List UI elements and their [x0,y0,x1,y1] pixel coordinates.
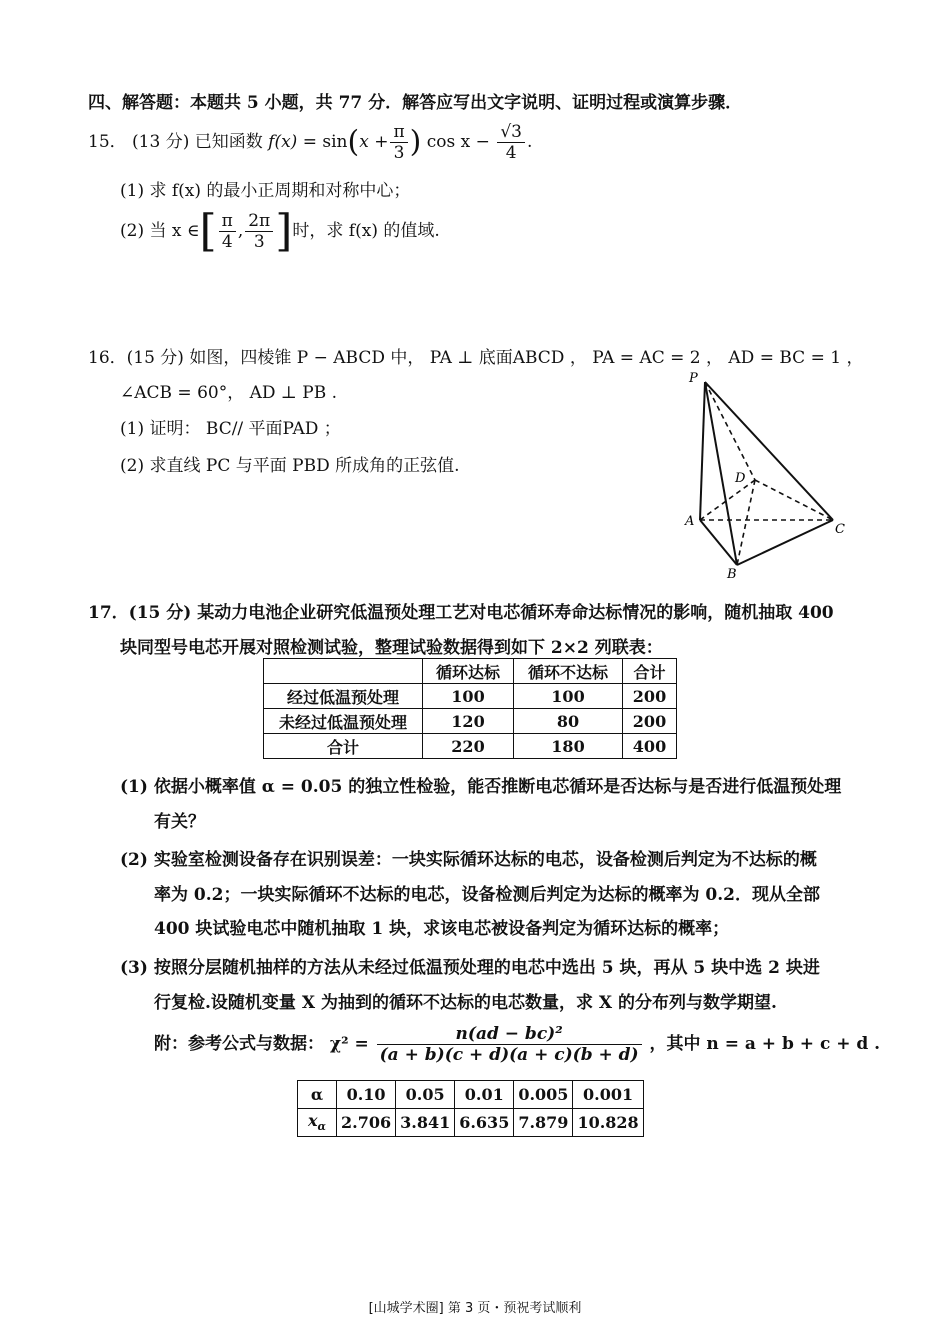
table-row [264,684,677,709]
edge-AB [700,520,737,565]
vertex-C-label: C [835,522,845,537]
q15-end: . [526,132,533,152]
edge-DB [737,480,755,565]
q15-stem-prefix: 已知函数 [194,132,263,152]
x-label-cell: $x_\alpha$ [298,1109,337,1137]
alpha-label-cell: α [298,1081,337,1109]
table-cell: 0.10 [337,1081,396,1109]
q15-function-name: f(x) [268,132,298,152]
vertex-B-label: B [727,567,737,582]
table-header-cell: 合计 [623,659,677,684]
vertex-A-label: A [685,514,695,529]
table-row [298,1109,644,1137]
vertex-P-label: P [689,371,698,386]
ref-prefix: 附：参考公式与数据： χ² = [154,1034,369,1054]
table-cell: 经过低温预处理 [264,684,423,709]
table-cell: 3.841 [396,1109,455,1137]
table-cell: 100 [514,684,623,709]
edge-PD [705,382,755,480]
table-cell: 80 [514,709,623,734]
table-cell: 合计 [264,734,423,759]
q16-line2: ∠ACB = 60°， AD ⊥ PB . [120,383,338,403]
q15-pi-over-3: $\frac{\pi}{3}$ [390,122,407,163]
pyramid-figure [675,370,855,585]
q17-line1: 17．(15 分) 某动力电池企业研究低温预处理工艺对电芯循环寿命达标情况的影响，随机抽取 400 [88,603,834,623]
table-cell: 400 [623,734,677,759]
table-cell: 200 [623,684,677,709]
page-footer: [山城学术圈] 第 3 页・预祝考试顺利 [368,1301,582,1316]
table-cell: 180 [514,734,623,759]
q15-sqrt3-over-4: $\frac{√3}{4}$ [497,122,525,163]
edge-PA [700,382,705,520]
table-cell: 200 [623,709,677,734]
section-title: 四、解答题：本题共 5 小题，共 77 分．解答应写出文字说明、证明过程或演算步骤． [88,93,743,113]
q15-cos-minus: cos x − [426,132,490,152]
table-cell: 未经过低温预处理 [264,709,423,734]
table-header-cell [264,659,423,684]
edge-PC [705,382,833,520]
q15-interval-left: $\frac{\pi}{4}$ [219,211,236,252]
q16-part1: (1) 证明： BC// 平面PAD ； [120,419,341,439]
table-header-cell: 循环不达标 [514,659,623,684]
table-cell: 7.879 [514,1109,573,1137]
table-row [298,1081,644,1109]
q15-part2-suffix: 时，求 f(x) 的值域. [292,221,440,241]
q17-part1-line1: (1) 依据小概率值 α = 0.05 的独立性检验，能否推断电芯循环是否达标与是否进行低温预处理 [120,777,842,797]
table-header-cell: 循环达标 [423,659,514,684]
table-cell: 0.005 [514,1081,573,1109]
chi-square-denominator: (a + b)(c + d)(a + c)(b + d) [379,1045,639,1065]
q15-score: (13 分) [132,132,190,152]
q15-number: 15． [88,132,127,152]
q17-part2-line1: (2) 实验室检测设备存在识别误差：一块实际循环达标的电芯，设备检测后判定为不达标的概 [120,850,817,870]
table-cell: 220 [423,734,514,759]
q17-reference-formula [154,1020,880,1068]
vertex-D-label: D [735,471,746,486]
q17-part1-line2: 有关？ [154,812,205,832]
q17-part2-line3: 400 块试验电芯中随机抽取 1 块，求该电芯被设备判定为循环达标的概率； [154,919,730,939]
table-cell: 120 [423,709,514,734]
table-row [264,734,677,759]
q17-part3-line1: (3) 按照分层随机抽样的方法从未经过低温预处理的电芯中选出 5 块，再从 5 块中选 2 块进 [120,958,820,978]
edge-PB [705,382,737,565]
table-cell: 10.828 [573,1109,643,1137]
table-cell: 2.706 [337,1109,396,1137]
table-cell: 0.001 [573,1081,643,1109]
critical-value-table [297,1080,644,1137]
q15-part2: (2) 当 x ∈[ $\frac{\pi}{4}$ , $\frac{2\pi}{3}$ ]时，求 f(x) 的值域. [120,205,440,257]
q15-x-plus: x + [359,132,389,152]
edge-BC [737,520,833,565]
table-row [264,709,677,734]
q15-stem: 15． (13 分) 已知函数 f(x) = sin(x + $\frac{\pi}{3}$ ) cos x − $\frac{√3}{4}$ . [88,122,533,163]
table-cell: 0.05 [396,1081,455,1109]
table-header-row [264,659,677,684]
table-cell: 6.635 [455,1109,514,1137]
table-cell: 100 [423,684,514,709]
q15-interval-right: $\frac{2\pi}{3}$ [245,211,273,252]
ref-suffix: ，其中 n = a + b + c + d . [649,1034,881,1054]
table-cell: 0.01 [455,1081,514,1109]
edge-DC [755,480,833,520]
q15-sin: = sin [302,132,348,152]
q15-part1: (1) 求 f(x) 的最小正周期和对称中心； [120,181,411,201]
q17-line2: 块同型号电芯开展对照检测试验，整理试验数据得到如下 2×2 列联表： [120,638,663,658]
q16-part2: (2) 求直线 PC 与平面 PBD 所成角的正弦值. [120,456,460,476]
chi-square-numerator: n(ad − bc)² [377,1024,642,1045]
chi-square-fraction [377,1024,642,1065]
contingency-table [263,658,677,759]
q17-part3-line2: 行复检.设随机变量 X 为抽到的循环不达标的电芯数量，求 X 的分布列与数学期望. [154,993,777,1013]
q17-part2-line2: 率为 0.2；一块实际循环不达标的电芯，设备检测后判定为达标的概率为 0.2．现从全部 [154,885,820,905]
q15-part2-prefix: (2) 当 x ∈ [120,221,200,241]
q16-line1: 16．(15 分) 如图，四棱锥 P − ABCD 中， PA ⊥ 底面ABCD ， PA = AC = 2 ， AD = BC = 1 ， [88,348,864,368]
